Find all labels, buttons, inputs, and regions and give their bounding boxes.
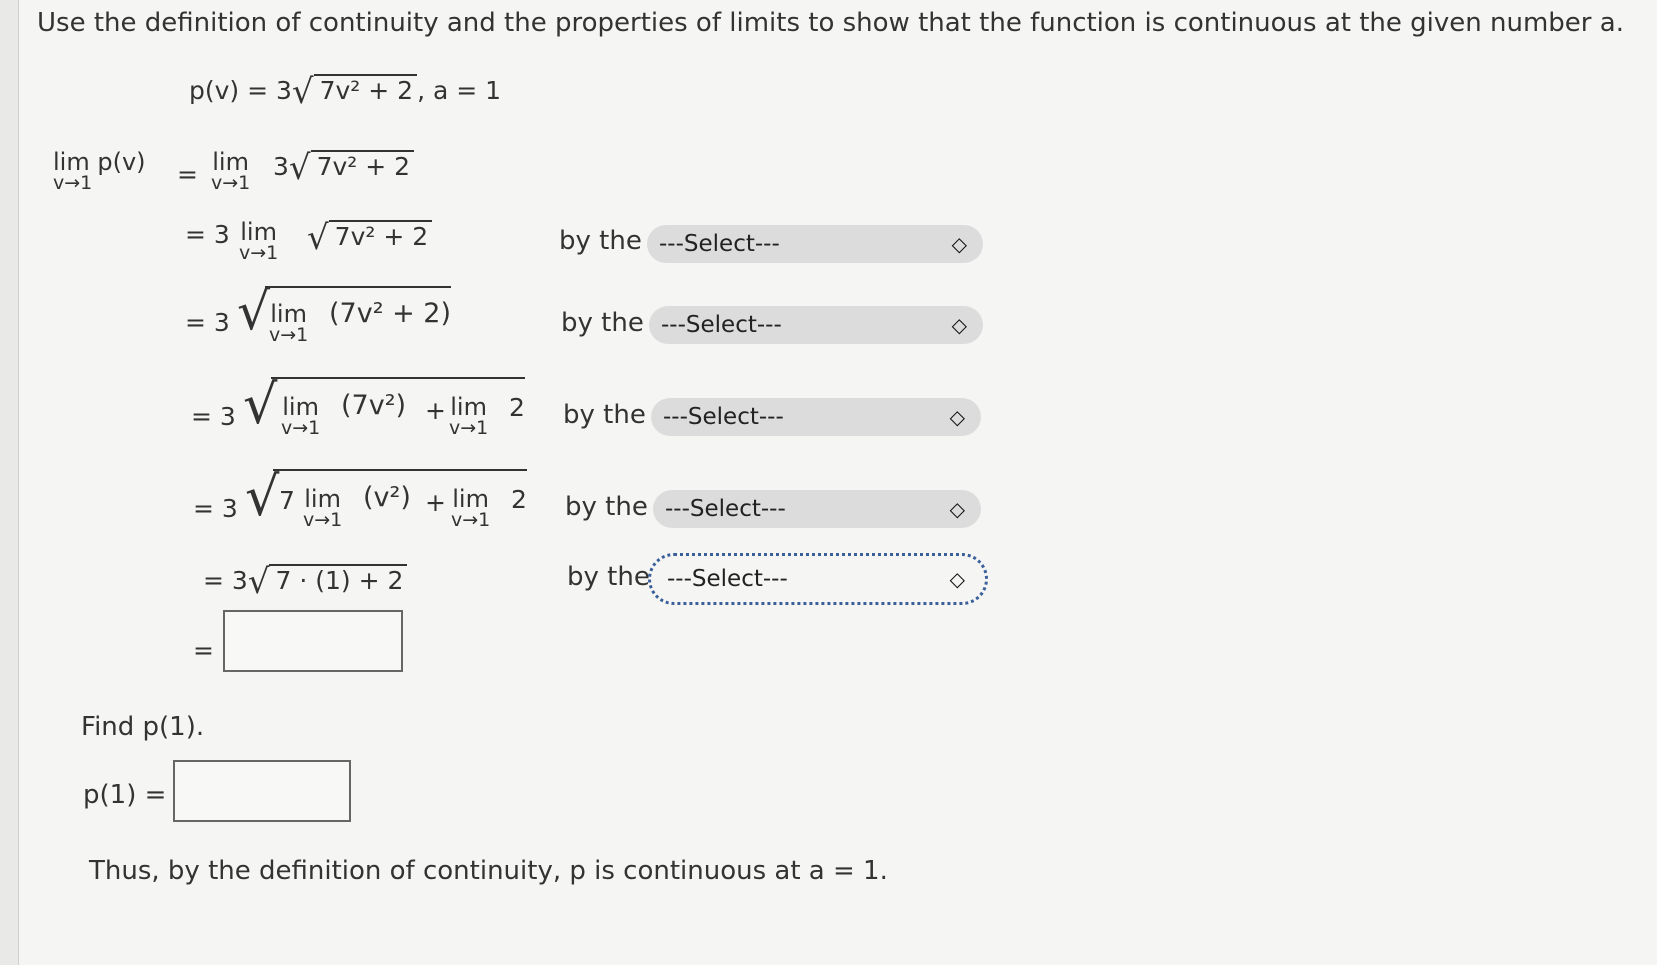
lim-word: lim (450, 393, 487, 421)
sqrt-symbol: √ (307, 218, 329, 258)
reason-select-2[interactable] (649, 306, 983, 344)
sqrt-symbol: √ (245, 465, 280, 528)
updown-chevron-icon: ◇ (951, 313, 967, 337)
step4-seven: 7 (279, 486, 295, 515)
step3-limit-b (449, 393, 488, 439)
step3-coef: = 3 (191, 402, 236, 431)
sqrt-symbol: √ (291, 72, 314, 112)
step0-radicand: 7v² + 2 (311, 150, 414, 181)
step3-inner2: 2 (509, 393, 525, 422)
limit-answer-input[interactable] (223, 610, 403, 672)
by-the-label-1: by the (559, 226, 642, 256)
by-the-label-4: by the (565, 492, 648, 522)
step4-limit-b (451, 485, 490, 531)
lim-word: lim (240, 218, 277, 246)
by-the-label-2: by the (561, 308, 644, 338)
updown-chevron-icon: ◇ (949, 567, 965, 591)
p1-label: p(1) = (83, 780, 167, 810)
select-value: ---Select--- (661, 312, 782, 338)
step3-limit-a (281, 393, 320, 439)
updown-chevron-icon: ◇ (949, 405, 965, 429)
lim-sub: v→1 (451, 509, 491, 531)
updown-chevron-icon: ◇ (949, 497, 965, 521)
function-lhs: p(v) = 3 (189, 76, 292, 105)
sqrt-symbol: √ (243, 373, 278, 436)
instructions-text: Use the definition of continuity and the properties of limits to show that the function is continuous at the given number a. (37, 8, 1624, 38)
step2-coef: = 3 (185, 308, 230, 337)
step4-inner1: (v²) (363, 482, 411, 513)
step1-coef: = 3 (185, 220, 230, 249)
plus-sign: + (425, 488, 446, 517)
problem-panel (18, 0, 1657, 965)
step1-limit (239, 218, 278, 264)
step1-sqrt (307, 218, 432, 258)
step5-expression (203, 562, 407, 602)
step2-limit (269, 300, 308, 346)
lim-sub: v→1 (449, 417, 489, 439)
reason-select-5[interactable] (655, 560, 981, 598)
sqrt-symbol: √ (237, 282, 271, 342)
select-value: ---Select--- (663, 404, 784, 430)
lim-word: lim (282, 393, 319, 421)
lim-word: lim (452, 485, 489, 513)
p1-answer-input[interactable] (173, 760, 351, 822)
select-value: ---Select--- (665, 496, 786, 522)
lhs-expression: lim p(v) (53, 148, 146, 176)
step4-coef: = 3 (193, 494, 238, 523)
lim-sub: v→1 (269, 324, 309, 346)
by-the-label-5: by the (567, 562, 650, 592)
lim-sub: v→1 (281, 417, 321, 439)
plus-sign: + (425, 396, 446, 425)
step4-radical-bar (273, 469, 527, 471)
lim-sub: v→1 (211, 172, 251, 194)
step4-inner2: 2 (511, 485, 527, 514)
conclusion-text: Thus, by the definition of continuity, p is continuous at a = 1. (89, 856, 888, 886)
find-p1-label: Find p(1). (81, 712, 205, 742)
sqrt-symbol: √ (247, 562, 270, 602)
by-the-label-3: by the (563, 400, 646, 430)
select-value: ---Select--- (667, 566, 788, 592)
select-value: ---Select--- (659, 231, 780, 257)
updown-chevron-icon: ◇ (951, 232, 967, 256)
lhs-limit (53, 148, 146, 194)
lim-word: lim (212, 148, 249, 176)
lim-word: lim (270, 300, 307, 328)
lim-sub: v→1 (303, 509, 343, 531)
reason-select-4[interactable] (653, 490, 981, 528)
reason-select-1[interactable] (647, 225, 983, 263)
a-value: , a = 1 (417, 76, 502, 105)
lim-sub: v→1 (239, 242, 279, 264)
step0-limit (211, 148, 250, 194)
function-radicand: 7v² + 2 (314, 74, 417, 105)
step5-coef: = 3 (203, 566, 248, 595)
equals-sign: = (193, 636, 214, 665)
step3-inner1: (7v²) (341, 390, 407, 421)
step0-expression (273, 148, 414, 188)
equals-sign: = (177, 160, 198, 189)
lim-word: lim (304, 485, 341, 513)
function-definition (189, 72, 501, 112)
lhs-limit-sub: v→1 (53, 172, 93, 194)
step0-coef: 3 (273, 152, 289, 181)
sqrt-symbol: √ (288, 148, 311, 188)
step1-radicand: 7v² + 2 (329, 220, 432, 251)
step3-radical-bar (271, 377, 525, 379)
step5-radicand: 7 · (1) + 2 (269, 564, 407, 595)
reason-select-3[interactable] (651, 398, 981, 436)
step4-limit-a (303, 485, 342, 531)
step2-radical-bar (265, 286, 451, 288)
step2-inner: (7v² + 2) (329, 298, 452, 329)
